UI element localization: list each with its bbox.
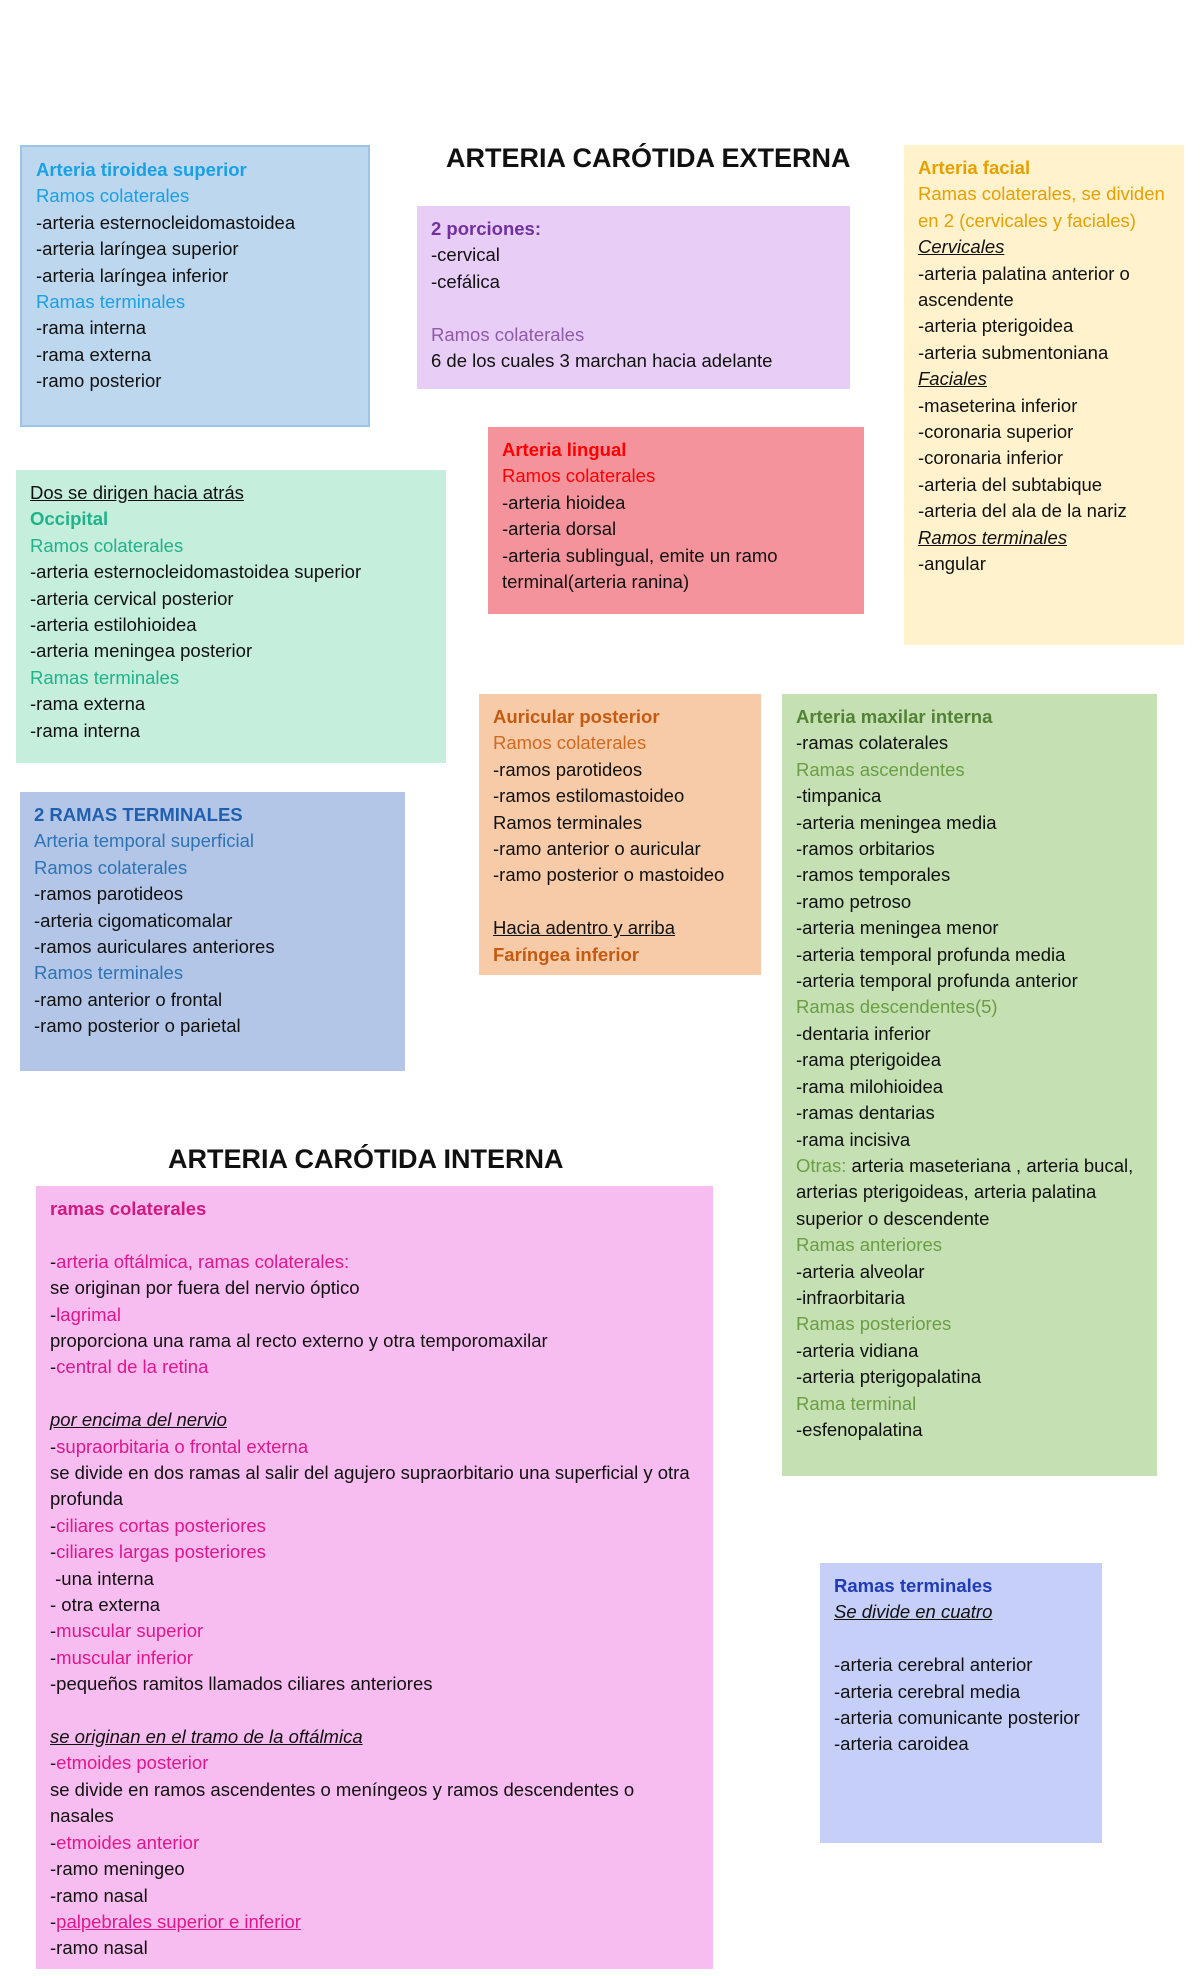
spacer [834, 1626, 1088, 1652]
list-item: -arteria alveolar [796, 1260, 925, 1282]
ramo-meningeo: -ramo meningeo [50, 1858, 185, 1880]
temporal-colaterales-label: Ramos colaterales [34, 856, 188, 878]
interna-etmoides-posterior: -etmoides posterior [50, 1752, 209, 1774]
temporal-box [20, 792, 405, 1071]
facial-heading: Arteria facial [918, 157, 1031, 178]
list-item: -ramos auriculares anteriores [34, 936, 275, 958]
ciliares-largas-label: ciliares largas posteriores [56, 1541, 266, 1563]
auricular-terminales-label: Ramos terminales [493, 811, 643, 833]
palpebrales-label: palpebrales superior e inferior [56, 1910, 301, 1932]
list-item: -arteria comunicante posterior [834, 1707, 1080, 1729]
title-carotida-externa: ARTERIA CARÓTIDA EXTERNA [446, 143, 851, 173]
list-item: -ramos estilomastoideo [493, 785, 685, 807]
occipital-note: Dos se dirigen hacia atrás [30, 482, 244, 503]
interna-supraorbitaria: -supraorbitaria o frontal externa [50, 1435, 309, 1457]
list-item: -arteria del subtabique [918, 473, 1103, 495]
ciliares-cortas-label: ciliares cortas posteriores [56, 1514, 266, 1536]
list-item: -arteria meningea menor [796, 917, 999, 939]
list-item: -ramo posterior [36, 370, 162, 392]
supraorbitaria-desc: se divide en dos ramas al salir del agujero supraorbitario una superficial y otra profunda [50, 1462, 690, 1510]
list-item: -esfenopalatina [796, 1418, 923, 1440]
title-carotida-interna: ARTERIA CARÓTIDA INTERNA [168, 1144, 564, 1174]
maxilar-terminal-label: Rama terminal [796, 1392, 917, 1414]
etmoides-posterior-label: etmoides posterior [56, 1752, 209, 1774]
list-item: -arteria cigomaticomalar [34, 909, 233, 931]
interna-colaterales-box [36, 1186, 713, 1969]
list-item: -rama pterigoidea [796, 1049, 941, 1071]
list-item: -arteria meningea media [796, 811, 997, 833]
list-item: -ramo anterior o auricular [493, 838, 701, 860]
lagrimal-desc: proporciona una rama al recto externo y otra temporomaxilar [50, 1330, 548, 1352]
facial-cervicales-label: Cervicales [918, 236, 1005, 258]
facial-terminales-label: Ramos terminales [918, 526, 1068, 548]
list-item: -arteria laríngea superior [36, 238, 239, 260]
facial-faciales-label: Faciales [918, 368, 987, 390]
list-item: -infraorbitaria [796, 1286, 905, 1308]
maxilar-box [782, 694, 1157, 1476]
occipital-colaterales-label: Ramos colaterales [30, 534, 184, 556]
list-item: -arteria pterigopalatina [796, 1366, 982, 1388]
faringea-heading: Faríngea inferior [493, 943, 639, 965]
maxilar-otras-text: arteria maseteriana , arteria bucal, arterias pterigoideas, arteria palatina superior o descendente [796, 1154, 1134, 1229]
auricular-note: Hacia adentro y arriba [493, 917, 676, 939]
list-item: -rama externa [36, 343, 152, 365]
spacer [50, 1222, 699, 1248]
list-item: -coronaria inferior [918, 447, 1063, 469]
list-item: -timpanica [796, 785, 882, 807]
interna-palpebrales: -palpebrales superior e inferior [50, 1910, 301, 1932]
auricular-heading: Auricular posterior [493, 706, 660, 727]
lingual-box [488, 427, 864, 614]
spacer [50, 1698, 699, 1724]
list-item: -rama interna [36, 317, 147, 339]
list-item: -dentaria inferior [796, 1022, 931, 1044]
tiroidea-superior-box [20, 145, 370, 427]
oftalmica-label: arteria oftálmica, ramas colaterales: [56, 1250, 350, 1272]
list-item: -arteria temporal profunda anterior [796, 970, 1078, 992]
maxilar-anteriores-label: Ramas anteriores [796, 1234, 943, 1256]
spacer [493, 889, 747, 915]
list-item: -arteria sublingual, emite un ramo terminal(arteria ranina) [502, 544, 778, 593]
list-item: -arteria hioidea [502, 491, 626, 513]
terminales-heading: Ramas terminales [834, 1575, 993, 1596]
una-interna: -una interna [50, 1567, 154, 1589]
temporal-terminales-label: Ramos terminales [34, 962, 184, 984]
list-item: -coronaria superior [918, 421, 1074, 443]
spacer [431, 295, 836, 321]
maxilar-colaterales: -ramas colaterales [796, 732, 949, 754]
porciones-heading: 2 porciones: [431, 218, 541, 239]
list-item: -arteria temporal profunda media [796, 943, 1066, 965]
supraorbitaria-label: supraorbitaria o frontal externa [56, 1435, 309, 1457]
interna-ciliares-largas: -ciliares largas posteriores [50, 1541, 266, 1563]
auricular-box [479, 694, 761, 975]
etmoides-posterior-desc: se divide en ramos ascendentes o meníngeos y ramos descendentes o nasales [50, 1778, 635, 1827]
list-item: -ramos temporales [796, 864, 951, 886]
lingual-heading: Arteria lingual [502, 439, 627, 460]
interna-oftalmica: -arteria oftálmica, ramas colaterales: [50, 1250, 350, 1272]
list-item: -arteria meningea posterior [30, 640, 253, 662]
list-item: -arteria vidiana [796, 1339, 919, 1361]
tramo-label: se originan en el tramo de la oftálmica [50, 1726, 363, 1748]
list-item: -arteria cerebral media [834, 1680, 1021, 1702]
list-item: -arteria cerebral anterior [834, 1654, 1033, 1676]
tiroidea-terminales-label: Ramas terminales [36, 291, 186, 313]
oftalmica-desc: se originan por fuera del nervio óptico [50, 1277, 360, 1299]
temporal-heading: 2 RAMAS TERMINALES [34, 804, 243, 825]
list-item: -ramos orbitarios [796, 838, 935, 860]
maxilar-otras [796, 1153, 1143, 1232]
facial-box [904, 145, 1184, 645]
list-item: -arteria estilohioidea [30, 614, 197, 636]
muscular-inferior-label: muscular inferior [56, 1646, 193, 1668]
occipital-heading: Occipital [30, 508, 109, 530]
otra-externa: - otra externa [50, 1594, 161, 1616]
etmoides-anterior-label: etmoides anterior [56, 1831, 200, 1853]
interna-muscular-superior: -muscular superior [50, 1620, 204, 1642]
list-item: -rama incisiva [796, 1128, 911, 1150]
ramitos: -pequeños ramitos llamados ciliares anteriores [50, 1673, 433, 1695]
muscular-superior-label: muscular superior [56, 1620, 204, 1642]
tiroidea-colaterales-label: Ramos colaterales [36, 185, 190, 207]
interna-muscular-inferior: -muscular inferior [50, 1646, 193, 1668]
facial-intro: Ramas colaterales, se dividen en 2 (cervicales y faciales) [918, 183, 1165, 231]
list-item: -ramo posterior o parietal [34, 1015, 241, 1037]
lagrimal-label: lagrimal [56, 1303, 121, 1325]
list-item: -arteria cervical posterior [30, 587, 234, 609]
maxilar-otras-label: Otras: [796, 1154, 847, 1176]
occipital-box [16, 470, 446, 763]
list-item: -ramo posterior o mastoideo [493, 864, 725, 886]
list-item: -arteria esternocleidomastoidea superior [30, 561, 362, 583]
maxilar-heading: Arteria maxilar interna [796, 706, 993, 727]
maxilar-descendentes-label: Ramas descendentes(5) [796, 996, 998, 1018]
list-item: -ramas dentarias [796, 1102, 935, 1124]
maxilar-ascendentes-label: Ramas ascendentes [796, 758, 965, 780]
interna-etmoides-anterior: -etmoides anterior [50, 1831, 200, 1853]
list-item: -arteria submentoniana [918, 341, 1109, 363]
terminales-interna-box [820, 1563, 1102, 1843]
list-item: -arteria caroidea [834, 1733, 969, 1755]
list-item: -cervical [431, 244, 500, 266]
interna-retina: -central de la retina [50, 1356, 209, 1378]
ramo-nasal: -ramo nasal [50, 1884, 148, 1906]
list-item: -ramo anterior o frontal [34, 988, 223, 1010]
terminales-subheading: Se divide en cuatro [834, 1601, 993, 1623]
porciones-colaterales-text: 6 de los cuales 3 marchan hacia adelante [431, 350, 773, 372]
list-item: -arteria laríngea inferior [36, 264, 229, 286]
encima-label: por encima del nervio [50, 1409, 227, 1431]
list-item: -ramos parotideos [34, 883, 184, 905]
list-item: -rama externa [30, 693, 146, 715]
list-item: -cefálica [431, 270, 500, 292]
ramo-nasal: -ramo nasal [50, 1937, 148, 1959]
list-item: -maseterina inferior [918, 394, 1078, 416]
list-item: -arteria pterigoidea [918, 315, 1074, 337]
interna-ciliares-cortas: -ciliares cortas posteriores [50, 1514, 266, 1536]
maxilar-posteriores-label: Ramas posteriores [796, 1313, 952, 1335]
spacer [50, 1381, 699, 1407]
list-item: -arteria palatina anterior o ascendente [918, 262, 1130, 311]
interna-heading: ramas colaterales [50, 1198, 207, 1219]
list-item: -arteria del ala de la nariz [918, 500, 1127, 522]
list-item: -arteria dorsal [502, 518, 617, 540]
list-item: -ramo petroso [796, 890, 912, 912]
occipital-terminales-label: Ramas terminales [30, 666, 180, 688]
list-item: -ramos parotideos [493, 758, 643, 780]
list-item: -angular [918, 553, 986, 575]
interna-lagrimal: -lagrimal [50, 1303, 121, 1325]
temporal-subheading: Arteria temporal superficial [34, 830, 255, 852]
auricular-colaterales-label: Ramos colaterales [493, 732, 647, 754]
list-item: -rama milohioidea [796, 1075, 944, 1097]
tiroidea-heading: Arteria tiroidea superior [36, 159, 247, 180]
lingual-colaterales-label: Ramos colaterales [502, 465, 656, 487]
list-item: -arteria esternocleidomastoidea [36, 211, 296, 233]
porciones-colaterales-label: Ramos colaterales [431, 323, 585, 345]
list-item: -rama interna [30, 719, 141, 741]
retina-label: central de la retina [56, 1356, 209, 1378]
porciones-box [417, 206, 850, 389]
